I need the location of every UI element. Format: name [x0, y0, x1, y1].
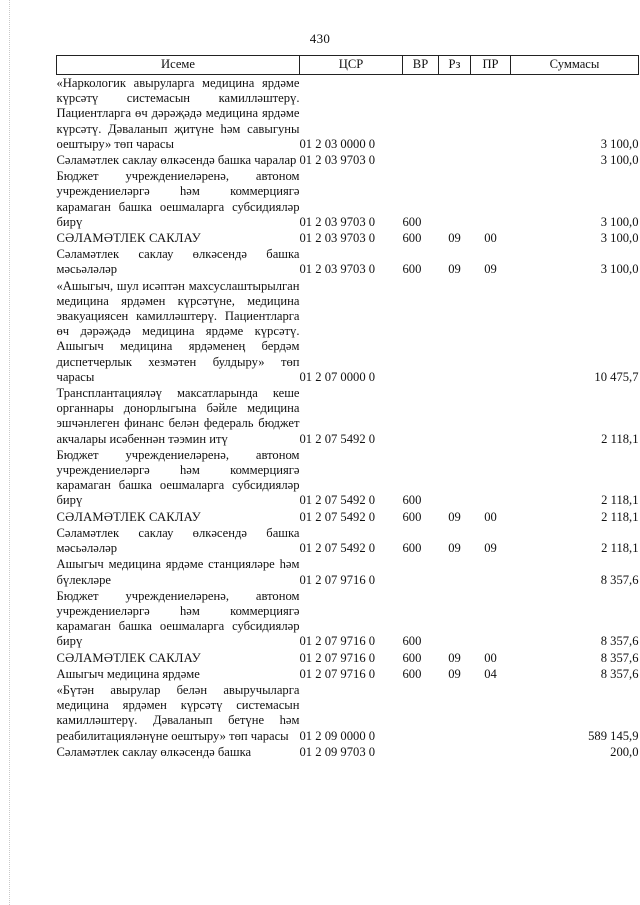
cell-csr: 01 2 07 9716 0	[299, 650, 376, 665]
cell-vr	[403, 744, 439, 760]
cell-vr	[403, 385, 439, 447]
cell-sum: 8 357,6	[600, 634, 639, 649]
cell-pr	[471, 556, 511, 587]
cell-csr: 01 2 07 5492 0	[299, 493, 376, 508]
cell-sum: 2 118,1	[601, 431, 639, 446]
cell-pr	[471, 588, 511, 650]
cell-sum: 2 118,1	[601, 541, 639, 556]
cell-name: СӘЛАМӘТЛЕК САКЛАУ	[56, 650, 201, 665]
cell-csr: 01 2 03 9703 0	[299, 214, 376, 229]
cell-rz	[439, 682, 471, 744]
cell-sum: 2 118,1	[601, 493, 639, 508]
cell-rz: 09	[448, 262, 461, 277]
table-row	[57, 168, 639, 230]
cell-pr	[471, 682, 511, 744]
cell-sum: 8 357,6	[600, 650, 639, 665]
table-row	[57, 744, 639, 760]
table-row	[57, 230, 639, 246]
cell-csr: 01 2 03 0000 0	[299, 136, 376, 151]
cell-name: «Бүтән авырулар белән авыручыларга медицина ярдәмен күрсәтү системасын камилләштерү. Дәваланып бетүне һәм реабилитацияләнүне оештыру» төп чарасы	[56, 682, 300, 743]
cell-csr: 01 2 07 9716 0	[299, 666, 376, 681]
cell-sum: 3 100,0	[600, 214, 639, 229]
cell-sum: 8 357,6	[600, 572, 639, 587]
table-row	[57, 666, 639, 682]
cell-pr	[471, 385, 511, 447]
table-row	[57, 588, 639, 650]
cell-sum: 200,0	[610, 744, 639, 759]
cell-rz	[439, 588, 471, 650]
cell-name: СӘЛАМӘТЛЕК САКЛАУ	[56, 231, 201, 246]
cell-csr: 01 2 03 9703 0	[299, 262, 376, 277]
cell-sum: 10 475,7	[594, 369, 639, 384]
margin-dotted-line	[9, 0, 10, 905]
cell-csr: 01 2 03 9703 0	[299, 153, 376, 168]
cell-rz	[439, 744, 471, 760]
cell-pr	[471, 75, 511, 153]
cell-sum: 3 100,0	[600, 262, 639, 277]
cell-vr	[403, 682, 439, 744]
cell-name: Трансплантацияләү максатларында кеше органнары донорлыгына бәйле медицина эшчәнлеген финанс белән федераль бюджет акчалары исәбеннән тәэмин итү	[56, 386, 300, 446]
cell-pr: 00	[484, 231, 497, 246]
cell-pr	[471, 744, 511, 760]
cell-pr	[471, 278, 511, 385]
budget-table	[56, 55, 639, 760]
cell-pr: 04	[484, 666, 497, 681]
cell-pr	[471, 447, 511, 509]
cell-rz	[439, 278, 471, 385]
cell-vr: 600	[402, 634, 422, 649]
cell-rz: 09	[448, 541, 461, 556]
cell-name: Сәламәтлек саклау өлкәсендә башка мәсьәләләр	[56, 247, 300, 277]
table-row	[57, 75, 639, 153]
cell-rz	[439, 152, 471, 168]
cell-pr: 09	[484, 262, 497, 277]
cell-rz: 09	[448, 231, 461, 246]
table-row	[57, 650, 639, 666]
cell-name: Бюджет учреждениеләренә, автоном учреждениеләргә һәм коммерциягә карамаган башка оешмаларга субсидияләр бирү	[56, 169, 300, 229]
cell-rz	[439, 168, 471, 230]
cell-csr: 01 2 03 9703 0	[299, 231, 376, 246]
cell-vr	[403, 278, 439, 385]
table-row	[57, 447, 639, 509]
cell-vr: 600	[402, 509, 422, 524]
table-row	[57, 556, 639, 587]
cell-sum: 2 118,1	[601, 509, 639, 524]
cell-vr: 600	[402, 666, 422, 681]
cell-csr: 01 2 07 9716 0	[299, 634, 376, 649]
cell-pr	[471, 168, 511, 230]
cell-pr: 09	[484, 541, 497, 556]
cell-csr: 01 2 07 5492 0	[299, 541, 376, 556]
column-header-pr: ПР	[471, 56, 511, 75]
cell-rz: 09	[448, 509, 461, 524]
column-header-csr: ЦСР	[300, 56, 403, 75]
table-row	[57, 278, 639, 385]
cell-name: Ашыгыч медицина ярдәме	[56, 666, 200, 681]
column-header-vr: ВР	[403, 56, 439, 75]
cell-pr: 00	[484, 509, 497, 524]
cell-vr: 600	[402, 650, 422, 665]
cell-rz: 09	[448, 666, 461, 681]
table-row	[57, 246, 639, 277]
cell-pr	[471, 152, 511, 168]
cell-name: «Наркологик авыруларга медицина ярдәме күрсәтү системасын камилләштерү. Пациентларга өч дәрәҗәдә медицина ярдәме күрсәтү. Дәваланып җитүне һәм савыгуны оештыру» төп чарасы	[56, 76, 300, 151]
cell-sum: 3 100,0	[600, 231, 639, 246]
cell-vr: 600	[402, 262, 422, 277]
column-header-name: Исеме	[57, 56, 300, 75]
cell-name: СӘЛАМӘТЛЕК САКЛАУ	[56, 509, 201, 524]
cell-vr	[403, 75, 439, 153]
cell-csr: 01 2 07 9716 0	[299, 572, 376, 587]
cell-rz	[439, 447, 471, 509]
cell-vr: 600	[402, 493, 422, 508]
cell-rz	[439, 556, 471, 587]
cell-csr: 01 2 07 5492 0	[299, 431, 376, 446]
page-number: 430	[309, 31, 331, 46]
cell-rz: 09	[448, 650, 461, 665]
cell-sum: 3 100,0	[600, 136, 639, 151]
cell-sum: 8 357,6	[600, 666, 639, 681]
cell-vr: 600	[402, 541, 422, 556]
table-header-row	[57, 56, 639, 75]
table-body	[57, 75, 639, 760]
table-row	[57, 525, 639, 556]
cell-vr	[403, 556, 439, 587]
cell-name: Сәламәтлек саклау өлкәсендә башка чаралар	[56, 153, 297, 168]
cell-name: «Ашыгыч, шул исәптән махсуслаштырылган медицина ярдәмен күрсәтүне, медицина эвакуациясен камилләштерү. Пациентларга өч дәрәҗәдә медицина ярдәме күрсәтү. Ашыгыч медицина ярдәменең бердәм диспетчерлык хезмәтен булдыру» төп чарасы	[56, 278, 300, 384]
cell-name: Ашыгыч медицина ярдәме станцияләре һәм бүлекләре	[56, 557, 300, 587]
column-header-sum: Суммасы	[511, 56, 639, 75]
table-row	[57, 682, 639, 744]
table-row	[57, 152, 639, 168]
cell-name: Бюджет учреждениеләренә, автоном учреждениеләргә һәм коммерциягә карамаган башка оешмаларга субсидияләр бирү	[56, 588, 300, 649]
cell-name: Сәламәтлек саклау өлкәсендә башка	[56, 744, 252, 759]
cell-rz	[439, 385, 471, 447]
cell-sum: 3 100,0	[600, 153, 639, 168]
cell-csr: 01 2 07 0000 0	[299, 369, 376, 384]
column-header-rz: Рз	[439, 56, 471, 75]
cell-name: Сәламәтлек саклау өлкәсендә башка мәсьәләләр	[56, 525, 300, 556]
cell-vr: 600	[402, 214, 422, 229]
cell-name: Бюджет учреждениеләренә, автоном учреждениеләргә һәм коммерциягә карамаган башка оешмаларга субсидияләр бирү	[56, 447, 300, 508]
cell-csr: 01 2 09 0000 0	[299, 728, 376, 743]
cell-csr: 01 2 09 9703 0	[299, 744, 376, 759]
cell-vr: 600	[402, 231, 422, 246]
table-row	[57, 509, 639, 525]
cell-rz	[439, 75, 471, 153]
cell-pr: 00	[484, 650, 497, 665]
cell-sum: 589 145,9	[588, 728, 639, 743]
cell-csr: 01 2 07 5492 0	[299, 509, 376, 524]
cell-vr	[403, 152, 439, 168]
table-row	[57, 385, 639, 447]
